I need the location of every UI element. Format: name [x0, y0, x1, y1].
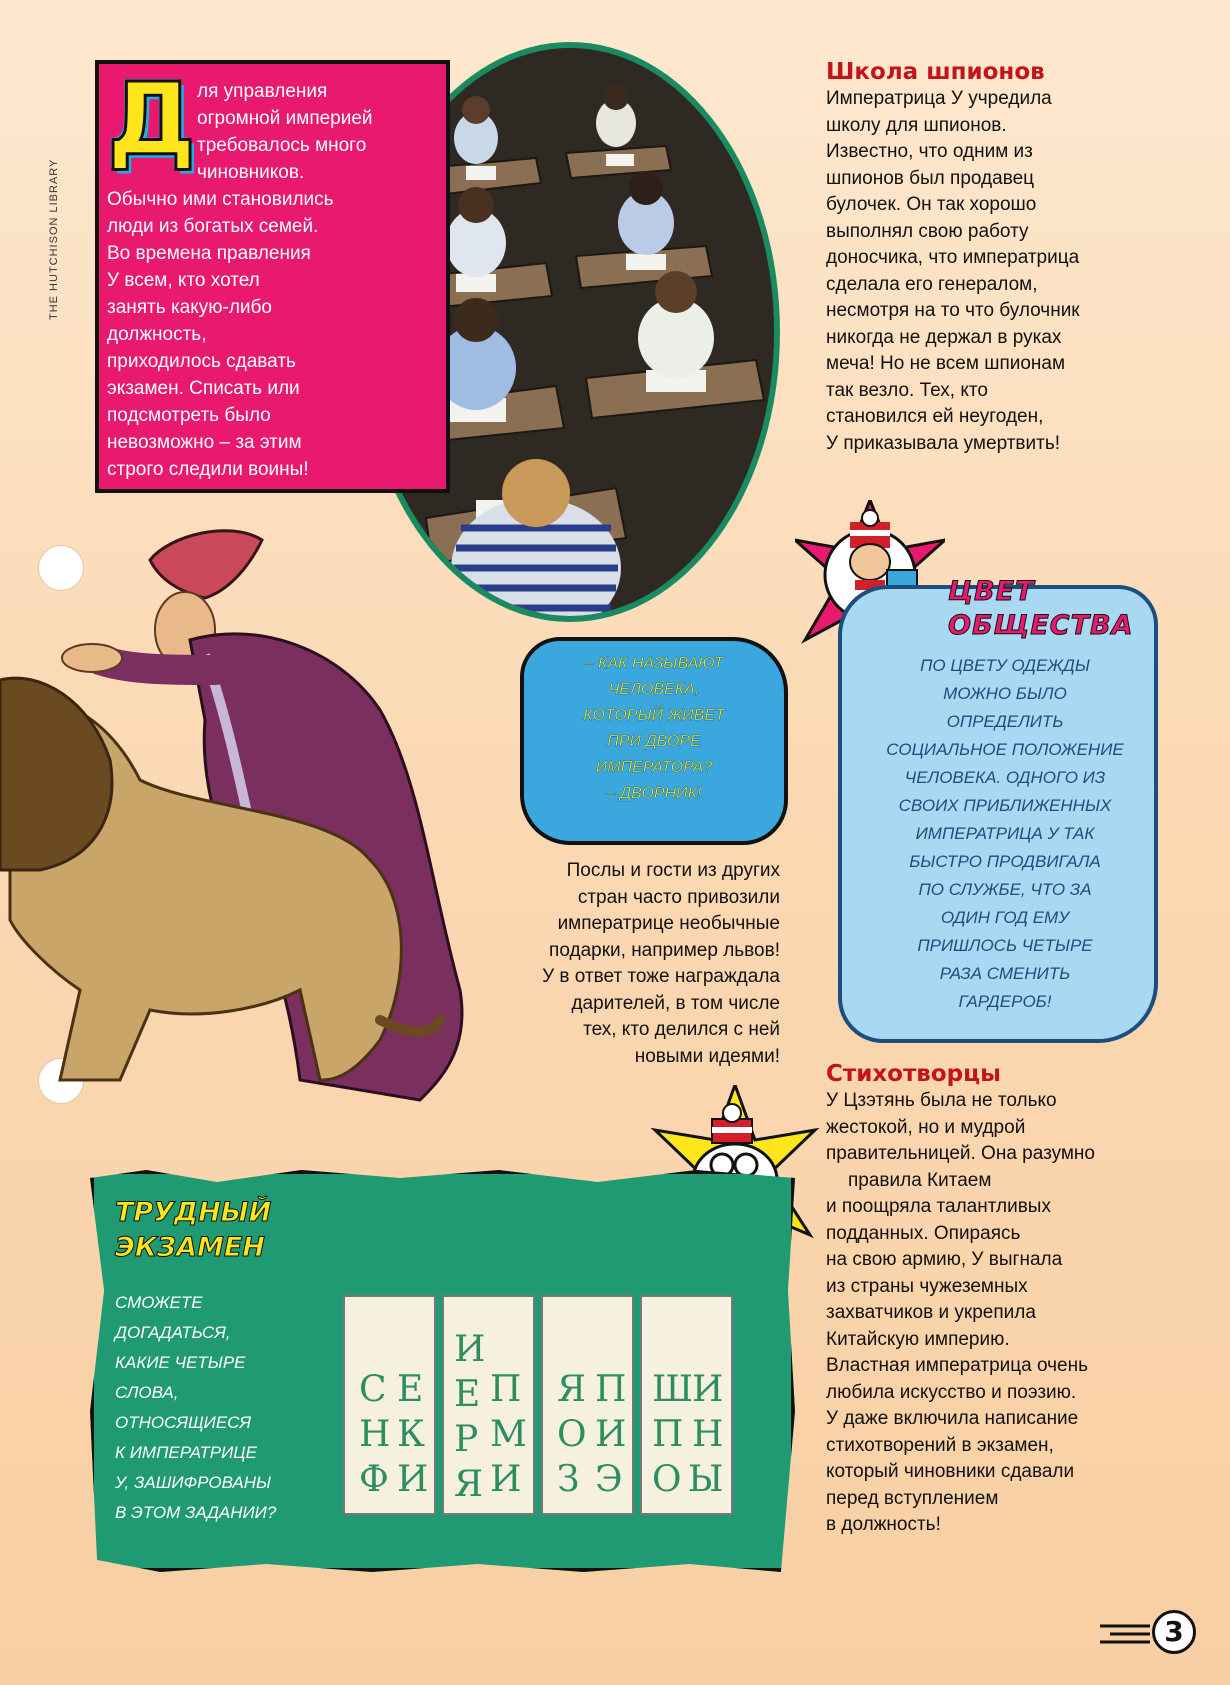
- letter-cards: [343, 1295, 733, 1515]
- gifts-text: [460, 858, 780, 1070]
- intro-line: Во времена правления: [107, 243, 311, 264]
- spies-line: сделала его генералом,: [826, 273, 1038, 295]
- card-letter: Э: [595, 1459, 623, 1500]
- intro-line: требовалось много: [197, 135, 367, 156]
- card-letter: Ф: [359, 1459, 389, 1500]
- poets-line: Властная императрица очень: [826, 1355, 1089, 1376]
- intro-box: [95, 60, 450, 493]
- spies-line: булочек. Он так хорошо: [826, 194, 1037, 215]
- card-letter: П: [490, 1369, 522, 1410]
- intro-line: чиновников.: [197, 162, 305, 183]
- society-line: ЧЕЛОВЕКА. ОДНОГО ИЗ: [904, 768, 1106, 787]
- spies-line: несмотря на то что булочник: [826, 300, 1080, 321]
- card-letter: Р: [454, 1419, 479, 1460]
- card-letter: З: [557, 1459, 580, 1500]
- spies-line: Императрица У учредила: [826, 88, 1052, 109]
- poets-line: Китайскую империю.: [826, 1328, 1010, 1350]
- spies-line: У приказывала умертвить!: [826, 432, 1061, 454]
- society-title: [948, 575, 1133, 643]
- card-letter: О: [652, 1459, 682, 1500]
- joke-line: ПРИ ДВОРЕ: [607, 733, 701, 750]
- gifts-line: У в ответ тоже награждала: [542, 966, 780, 987]
- poets-line: правительницей. Она разумно: [826, 1143, 1095, 1164]
- photo-credit: THE HUTCHISON LIBRARY: [48, 158, 60, 320]
- society-line: БЫСТРО ПРОДВИГАЛА: [909, 852, 1101, 871]
- society-line: ОДИН ГОД ЕМУ: [940, 908, 1070, 927]
- society-line: ПРИШЛОСЬ ЧЕТЫРЕ: [917, 936, 1093, 955]
- poets-line: У Цзэтянь была не только: [826, 1090, 1057, 1111]
- drop-cap: Д: [107, 61, 197, 178]
- exam-line: СМОЖЕТЕ: [115, 1293, 203, 1312]
- poets-line: захватчиков и укрепила: [826, 1302, 1036, 1323]
- spies-line: школу для шпионов.: [826, 114, 1007, 136]
- society-line: РАЗА СМЕНИТЬ: [939, 964, 1071, 983]
- gifts-line: подарки, например львов!: [549, 939, 780, 961]
- joke-line: – ДВОРНИК!: [606, 785, 702, 802]
- poets-line: перед вступлением: [826, 1487, 999, 1509]
- spies-line: никогда не держал в руках: [826, 326, 1062, 348]
- card-letter: К: [397, 1414, 425, 1455]
- exam-line: КАКИЕ ЧЕТЫРЕ: [115, 1353, 246, 1372]
- gifts-line: стран часто привозили: [577, 886, 780, 908]
- poets-line: стихотворений в экзамен,: [826, 1434, 1054, 1456]
- joke-line: ИМПЕРАТОРА?: [595, 759, 713, 776]
- poets-line: и поощряла талантливых: [826, 1196, 1051, 1217]
- poets-line: У даже включила написание: [826, 1408, 1079, 1429]
- card-letter: Я: [454, 1464, 484, 1505]
- card-letter: Я: [557, 1369, 587, 1410]
- exam-title-line: ЭКЗАМЕН: [115, 1232, 265, 1263]
- card-letter: М: [490, 1414, 527, 1455]
- card-letter: П: [652, 1414, 684, 1455]
- intro-line: люди из богатых семей.: [107, 216, 319, 237]
- society-line: ПО ЦВЕТУ ОДЕЖДЫ: [920, 656, 1090, 675]
- letter-card: [343, 1295, 436, 1515]
- gifts-line: императрице необычные: [557, 913, 780, 934]
- intro-line: Обычно ими становились: [107, 189, 334, 210]
- card-letter: Е: [397, 1369, 424, 1410]
- poets-line: на свою армию, У выгнала: [826, 1249, 1063, 1270]
- intro-line: приходилось сдавать: [107, 351, 296, 372]
- gifts-line: тех, кто делился с ней: [583, 1019, 780, 1040]
- intro-text: [107, 78, 445, 483]
- poets-line: из страны чужеземных: [826, 1275, 1028, 1297]
- society-title-line: ОБЩЕСТВА: [948, 610, 1134, 641]
- poets-heading: Стихотворцы: [826, 1061, 1001, 1087]
- joke-line: – КАК НАЗЫВАЮТ: [584, 655, 724, 672]
- spies-line: становился ей неугоден,: [826, 406, 1044, 427]
- exam-line: ДОГАДАТЬСЯ,: [115, 1323, 231, 1342]
- gifts-line: новыми идеями!: [634, 1045, 780, 1067]
- intro-line: занять какую-либо: [107, 297, 272, 318]
- card-letter: И: [490, 1459, 522, 1500]
- page-number: 3: [1152, 1610, 1196, 1654]
- exam-title: [115, 1195, 271, 1265]
- poets-article: [826, 1060, 1166, 1539]
- intro-line: У всем, кто хотел: [107, 270, 260, 291]
- poets-line: в должность!: [826, 1514, 941, 1535]
- society-line: МОЖНО БЫЛО: [943, 684, 1067, 703]
- letter-card: [541, 1295, 634, 1515]
- spies-line: меча! Но не всем шпионам: [826, 353, 1066, 374]
- speed-lines-icon: [1095, 1618, 1155, 1648]
- intro-line: строго следили воины!: [107, 459, 309, 480]
- exam-line: К ИМПЕРАТРИЦЕ: [115, 1443, 257, 1462]
- card-letter: И: [595, 1414, 627, 1455]
- intro-line: ля управления: [197, 81, 328, 102]
- card-letter: Н: [692, 1414, 724, 1455]
- exam-line: СЛОВА,: [115, 1383, 179, 1402]
- society-text: [850, 652, 1160, 1016]
- society-line: ОПРЕДЕЛИТЬ: [946, 712, 1064, 731]
- gifts-line: Послы и гости из других: [566, 860, 780, 881]
- letter-card: [442, 1295, 535, 1515]
- spies-heading: Школа шпионов: [826, 59, 1045, 85]
- spies-line: Известно, что одним из: [826, 141, 1033, 162]
- poets-line: подданных. Опираясь: [826, 1222, 1021, 1244]
- exam-text: [115, 1288, 345, 1528]
- joke-line: КОТОРЫЙ ЖИВЕТ: [583, 707, 725, 724]
- card-letter: П: [595, 1369, 627, 1410]
- card-letter: И: [397, 1459, 429, 1500]
- joke-text: [520, 651, 788, 807]
- intro-line: экзамен. Списать или: [107, 378, 300, 399]
- spies-line: так везло. Тех, кто: [826, 379, 988, 401]
- poets-line: жестокой, но и мудрой: [826, 1116, 1026, 1138]
- society-line: ИМПЕРАТРИЦА У ТАК: [915, 824, 1095, 843]
- society-line: СВОИХ ПРИБЛИЖЕННЫХ: [898, 796, 1112, 815]
- card-letter: Ы: [688, 1459, 724, 1500]
- intro-line: подсмотреть было: [107, 405, 271, 426]
- spies-article: [826, 58, 1166, 457]
- poets-line: любила искусство и поэзию.: [826, 1381, 1077, 1403]
- card-letter: И: [454, 1329, 486, 1370]
- letter-card: [640, 1295, 733, 1515]
- gifts-line: дарителей, в том числе: [571, 992, 780, 1014]
- society-line: ГАРДЕРОБ!: [958, 992, 1052, 1011]
- exam-line: ОТНОСЯЩИЕСЯ: [115, 1413, 252, 1432]
- society-title-line: ЦВЕТ: [948, 576, 1035, 607]
- card-letter: Ш: [652, 1369, 694, 1410]
- exam-line: У, ЗАШИФРОВАНЫ: [115, 1473, 272, 1492]
- card-letter: И: [692, 1369, 724, 1410]
- intro-line: должность,: [107, 324, 207, 345]
- exam-line: В ЭТОМ ЗАДАНИИ?: [115, 1503, 277, 1522]
- official-and-lion-illustration: [0, 520, 520, 1280]
- spies-line: выполнял свою работу: [826, 220, 1029, 242]
- card-letter: О: [557, 1414, 587, 1455]
- joke-line: ЧЕЛОВЕКА,: [608, 681, 700, 698]
- poets-line: который чиновники сдавали: [826, 1461, 1075, 1482]
- exam-title-line: ТРУДНЫЙ: [115, 1197, 272, 1228]
- poets-line: правила Китаем: [848, 1169, 992, 1191]
- card-letter: С: [359, 1369, 387, 1410]
- spies-line: доносчика, что императрица: [826, 247, 1080, 268]
- card-letter: Е: [454, 1374, 481, 1415]
- intro-line: огромной империей: [197, 108, 373, 129]
- intro-line: невозможно – за этим: [107, 432, 302, 453]
- society-line: ПО СЛУЖБЕ, ЧТО ЗА: [918, 880, 1092, 899]
- society-line: СОЦИАЛЬНОЕ ПОЛОЖЕНИЕ: [886, 740, 1124, 759]
- spies-line: шпионов был продавец: [826, 167, 1035, 189]
- card-letter: Н: [359, 1414, 391, 1455]
